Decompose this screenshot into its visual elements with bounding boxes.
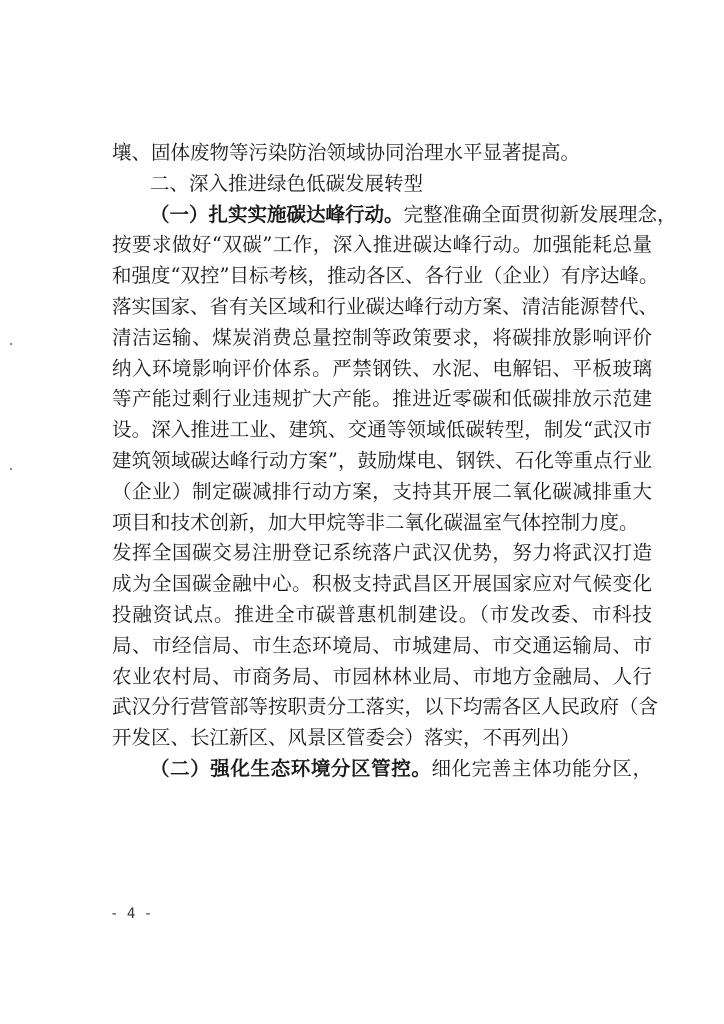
line-text: 设。深入推进工业、建筑、交通等领域低碳转型，制发“武汉市 <box>112 418 652 442</box>
text-line <box>150 172 652 196</box>
line-text: 农业农村局、市商务局、市园林林业局、市地方金融局、人行 <box>112 664 652 688</box>
text-line <box>112 387 652 411</box>
text-line <box>112 511 652 535</box>
line-text: 完整准确全面贯彻新发展理念， <box>403 202 677 226</box>
line-text: （企业）制定碳减排行动方案，支持其开展二氧化碳减排重大 <box>112 479 652 503</box>
text-line <box>112 233 652 257</box>
line-text: 项目和技术创新，加大甲烷等非二氧化碳温室气体控制力度。 <box>112 510 639 534</box>
line-text: 武汉分行营管部等按职责分工落实，以下均需各区人民政府（含 <box>112 695 659 719</box>
text-line <box>112 665 652 689</box>
line-text: 按要求做好“双碳”工作，深入推进碳达峰行动。加强能耗总量 <box>112 233 652 257</box>
line-text: 开发区、长江新区、风景区管委会）落实，不再列出） <box>112 726 581 750</box>
line-text: 投融资试点。推进全市碳普惠机制建设。（市发改委、市科技 <box>112 603 652 626</box>
line-text: 纳入环境影响评价体系。严禁钢铁、水泥、电解铝、平板玻璃 <box>112 356 652 380</box>
text-line <box>150 202 677 227</box>
text-line <box>112 726 652 750</box>
text-line <box>112 326 652 350</box>
text-line <box>112 295 659 319</box>
line-text: 发挥全国碳交易注册登记系统落户武汉优势，努力将武汉打造 <box>112 541 652 565</box>
text-line <box>150 757 652 781</box>
section-heading: （二）强化生态环境分区管控。 <box>150 757 432 780</box>
line-text: 建筑领域碳达峰行动方案”，鼓励煤电、钢铁、石化等重点行业 <box>112 449 652 472</box>
line-text: 细化完善主体功能分区， <box>431 757 652 780</box>
text-line <box>112 418 652 442</box>
text-line <box>112 634 652 658</box>
line-text: 局、市经信局、市生态环境局、市城建局、市交通运输局、市 <box>112 633 652 657</box>
line-text: 清洁运输、煤炭消费总量控制等政策要求，将碳排放影响评价 <box>112 325 652 349</box>
line-text: 落实国家、省有关区域和行业碳达峰行动方案、清洁能源替代、 <box>112 295 659 318</box>
page-number: - 4 - <box>110 906 153 922</box>
text-line <box>112 264 659 288</box>
line-text: 等产能过剩行业违规扩大产能。推进近零碳和低碳排放示范建 <box>112 387 652 411</box>
line-text: 成为全国碳金融中心。积极支持武昌区开展国家应对气候变化 <box>112 572 652 596</box>
line-text: 和强度“双控”目标考核，推动各区、各行业（企业）有序达峰。 <box>112 264 659 288</box>
text-line <box>112 357 652 381</box>
text-line <box>112 541 652 565</box>
text-line <box>112 480 652 504</box>
text-line <box>112 572 652 596</box>
section-heading: （一）扎实实施碳达峰行动。 <box>150 202 404 226</box>
line-text: 壤、固体废物等污染防治领域协同治理水平显著提高。 <box>112 141 581 164</box>
text-line <box>112 695 659 719</box>
margin-mark <box>10 343 12 345</box>
margin-mark <box>10 468 12 470</box>
text-line <box>112 449 652 473</box>
text-line <box>112 603 652 627</box>
line-text: 二、深入推进绿色低碳发展转型 <box>150 171 424 195</box>
text-line <box>112 141 652 165</box>
